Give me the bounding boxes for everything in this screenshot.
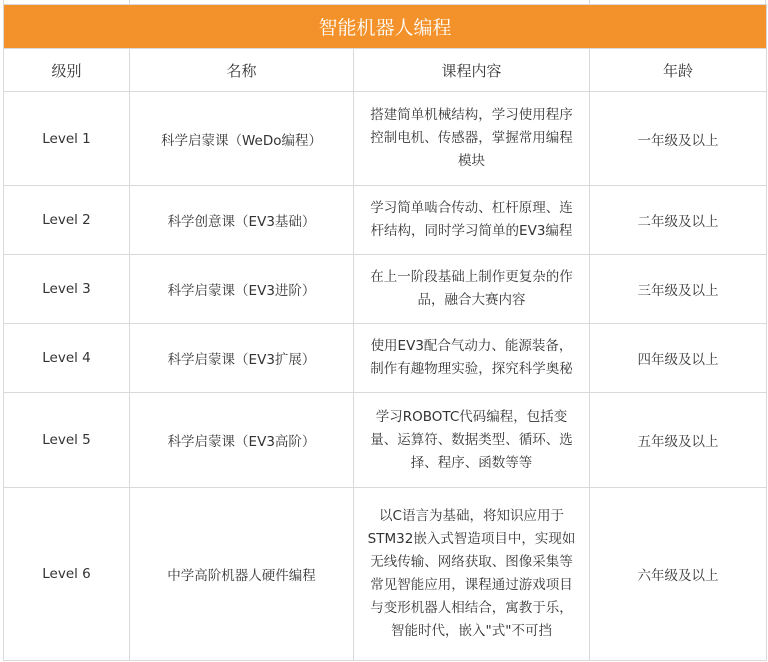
cell-content — [354, 186, 590, 255]
header-level: 级别 — [4, 49, 130, 92]
cell-age: 六年级及以上 — [590, 488, 767, 661]
cell-name: 科学启蒙课（WeDo编程） — [130, 92, 354, 186]
table-title: 智能机器人编程 — [4, 5, 767, 49]
cell-name: 科学启蒙课（EV3高阶） — [130, 393, 354, 488]
cell-age: 二年级及以上 — [590, 186, 767, 255]
cell-name: 中学高阶机器人硬件编程 — [130, 488, 354, 661]
content-text: 使用EV3配合气动力、能源装备，制作有趣物理实验，探究科学奥秘 — [370, 338, 573, 377]
cell-age: 五年级及以上 — [590, 393, 767, 488]
cell-level: Level 1 — [4, 92, 130, 186]
cell-content — [354, 393, 590, 488]
table-row — [4, 186, 767, 255]
cell-age: 四年级及以上 — [590, 324, 767, 393]
cell-content — [354, 255, 590, 324]
cell-content — [354, 324, 590, 393]
cell-content — [354, 488, 590, 661]
cell-name: 科学启蒙课（EV3进阶） — [130, 255, 354, 324]
header-content: 课程内容 — [354, 49, 590, 92]
cell-age: 三年级及以上 — [590, 255, 767, 324]
table-row — [4, 393, 767, 488]
table-row — [4, 255, 767, 324]
table-row — [4, 488, 767, 661]
cell-level: Level 6 — [4, 488, 130, 661]
cell-level: Level 5 — [4, 393, 130, 488]
cell-level: Level 3 — [4, 255, 130, 324]
cell-level: Level 2 — [4, 186, 130, 255]
cell-content — [354, 92, 590, 186]
table-row — [4, 92, 767, 186]
content-text: 学习ROBOTC代码编程，包括变量、运算符、数据类型、循环、选择、程序、函数等等 — [370, 408, 573, 471]
course-table — [3, 4, 767, 661]
content-text: 搭建简单机械结构，学习使用程序控制电机、传感器，掌握常用编程模块 — [370, 107, 573, 169]
cell-name: 科学启蒙课（EV3扩展） — [130, 324, 354, 393]
table-title-row — [4, 5, 767, 49]
content-text: 学习简单啮合传动、杠杆原理、连杆结构，同时学习简单的EV3编程 — [370, 200, 573, 239]
cell-age: 一年级及以上 — [590, 92, 767, 186]
content-text: 以C语言为基础，将知识应用于STM32嵌入式智造项目中，实现如无线传输、网络获取、图像采集等常见智能应用，课程通过游戏项目与变形机器人相结合，寓教于乐，智能时代，嵌入"式"不可挡 — [367, 508, 576, 639]
cell-name: 科学创意课（EV3基础） — [130, 186, 354, 255]
table-row — [4, 324, 767, 393]
cell-level: Level 4 — [4, 324, 130, 393]
content-text: 在上一阶段基础上制作更复杂的作品，融合大赛内容 — [370, 269, 573, 308]
table-header-row — [4, 49, 767, 92]
header-age: 年龄 — [590, 49, 767, 92]
header-name: 名称 — [130, 49, 354, 92]
